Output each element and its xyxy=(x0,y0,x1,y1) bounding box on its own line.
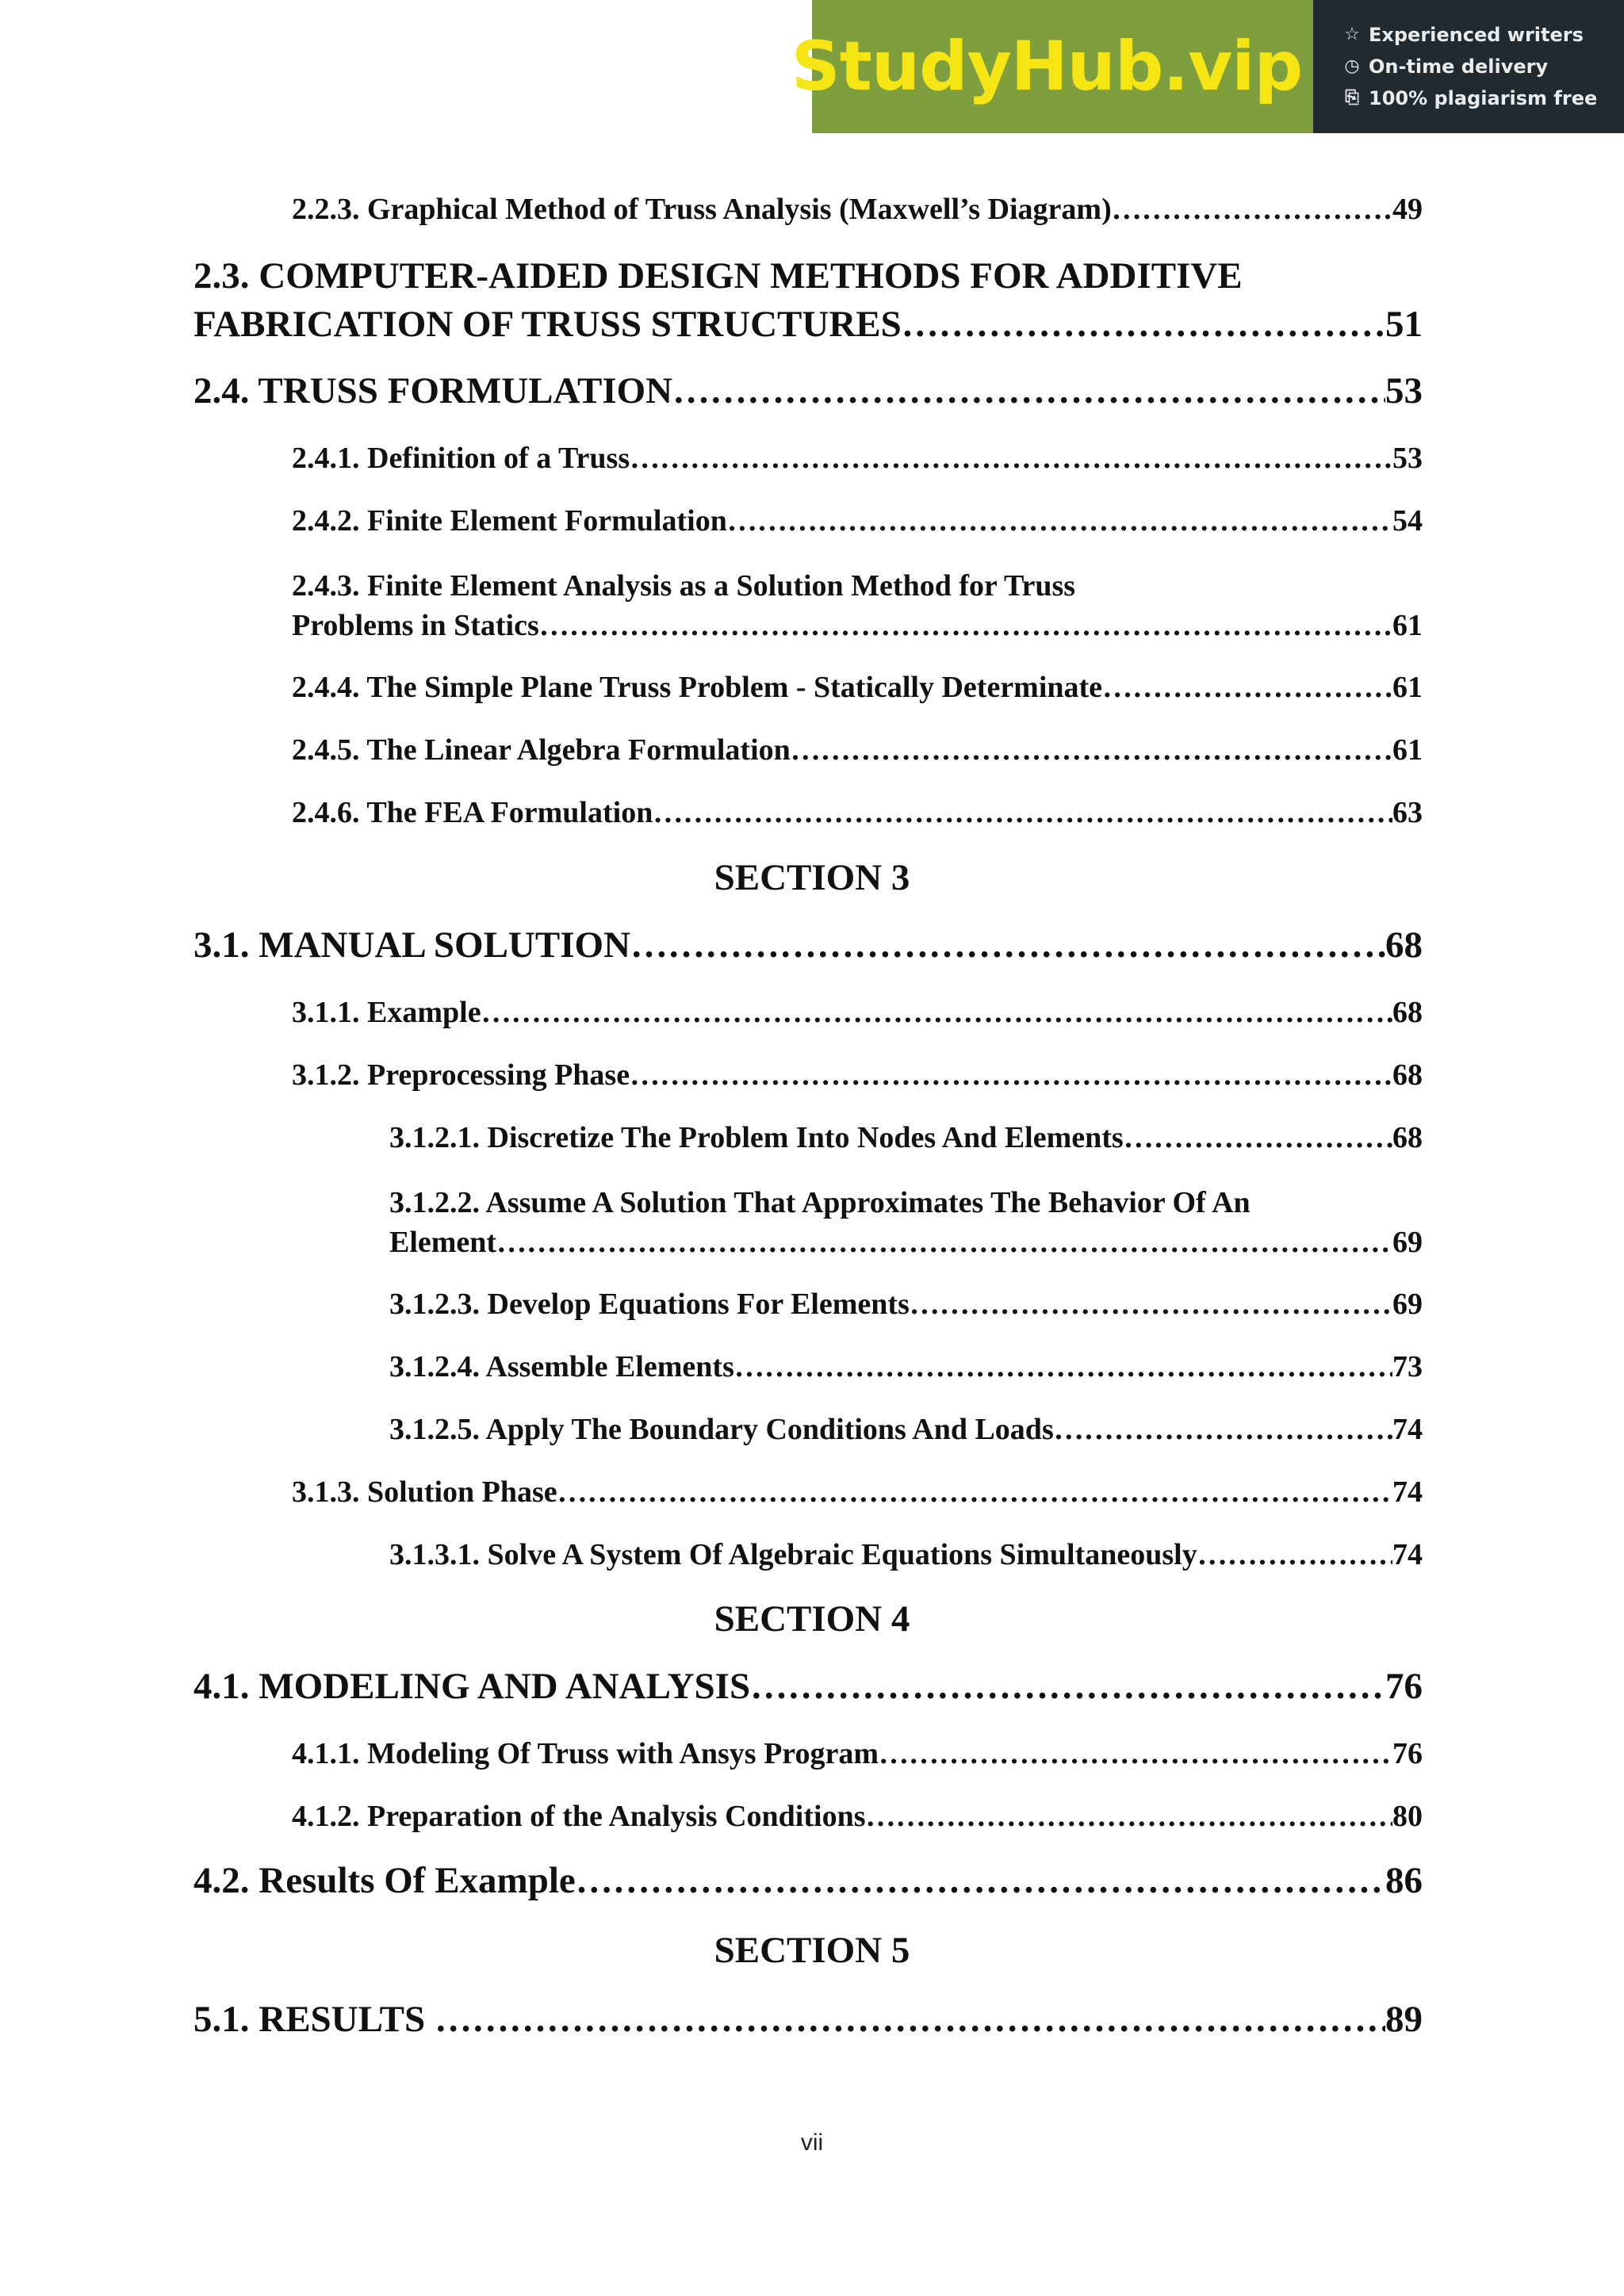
toc-entry-2-4-1[interactable] xyxy=(292,441,1423,476)
toc-page: 73 xyxy=(1392,1350,1423,1383)
toc-leader-dots xyxy=(630,441,1392,476)
toc-page: 51 xyxy=(1385,304,1423,345)
toc-title: 2.4.6. The FEA Formulation xyxy=(292,796,653,829)
toc-page: 69 xyxy=(1392,1288,1423,1321)
brand-panel xyxy=(791,0,1313,133)
toc-title-continued: Problems in Statics xyxy=(292,609,539,642)
toc-leader-dots xyxy=(539,606,1392,645)
feature-label: Experienced writers xyxy=(1369,24,1584,46)
toc-entry-3-1-2-1[interactable] xyxy=(389,1120,1423,1155)
toc-title: 4.2. Results Of Example xyxy=(193,1860,576,1901)
toc-page: 76 xyxy=(1385,1666,1423,1707)
toc-leader-dots xyxy=(630,924,1385,966)
toc-title: 2.3. COMPUTER-AIDED DESIGN METHODS FOR ADDITIVE xyxy=(193,255,1243,297)
toc-page: 89 xyxy=(1385,1999,1423,2040)
toc-title: 2.4.3. Finite Element Analysis as a Solution Method for Truss xyxy=(292,569,1076,603)
toc-page: 68 xyxy=(1392,996,1423,1029)
toc-page: 53 xyxy=(1392,442,1423,475)
toc-leader-dots xyxy=(1112,192,1392,227)
toc-page: 69 xyxy=(1392,1226,1423,1259)
studyhub-banner[interactable] xyxy=(791,0,1624,133)
toc-entry-4-1-1[interactable] xyxy=(292,1736,1423,1771)
toc-entry-5-1[interactable] xyxy=(193,1998,1423,2041)
toc-page: 49 xyxy=(1392,193,1423,226)
toc-entry-2-4-3[interactable] xyxy=(292,566,1423,645)
toc-page: 63 xyxy=(1392,796,1423,829)
toc-entry-3-1[interactable] xyxy=(193,924,1423,966)
toc-title: 3.1.2.4. Assemble Elements xyxy=(389,1350,734,1383)
toc-title: 2.2.3. Graphical Method of Truss Analysis (Maxwell’s Diagram) xyxy=(292,193,1112,226)
toc-leader-dots xyxy=(865,1799,1392,1834)
section-heading-4: SECTION 4 xyxy=(714,1598,910,1640)
toc-entry-4-1-2[interactable] xyxy=(292,1799,1423,1834)
toc-leader-dots xyxy=(496,1223,1392,1262)
toc-page: 76 xyxy=(1392,1737,1423,1770)
toc-title: 3.1.3. Solution Phase xyxy=(292,1475,557,1509)
toc-page: 74 xyxy=(1392,1538,1423,1571)
feature-experienced-writers xyxy=(1342,21,1624,48)
toc-entry-3-1-3-1[interactable] xyxy=(389,1537,1423,1572)
toc-title: 3.1. MANUAL SOLUTION xyxy=(193,924,631,966)
toc-title: 3.1.2.3. Develop Equations For Elements xyxy=(389,1288,910,1321)
feature-label: On-time delivery xyxy=(1369,55,1549,78)
toc-entry-3-1-3[interactable] xyxy=(292,1475,1423,1510)
feature-label: 100% plagiarism free xyxy=(1369,87,1598,109)
toc-title: 4.1.2. Preparation of the Analysis Conditions xyxy=(292,1800,866,1833)
document-check-icon: ⎘ xyxy=(1345,88,1359,108)
toc-leader-dots xyxy=(910,1287,1392,1322)
toc-leader-dots xyxy=(750,1665,1385,1708)
toc-page: 68 xyxy=(1392,1121,1423,1154)
toc-entry-3-1-2-2[interactable] xyxy=(389,1183,1423,1262)
toc-leader-dots xyxy=(791,733,1392,767)
toc-leader-dots xyxy=(630,1058,1392,1093)
toc-entry-4-2[interactable] xyxy=(193,1859,1423,1902)
toc-title-continued: Element xyxy=(389,1226,497,1259)
feature-plagiarism-free xyxy=(1342,85,1624,112)
toc-entry-2-4-2[interactable] xyxy=(292,503,1423,538)
section-heading-3: SECTION 3 xyxy=(714,857,910,898)
toc-title: 2.4.4. The Simple Plane Truss Problem - Statically Determinate xyxy=(292,671,1103,704)
toc-title: 4.1.1. Modeling Of Truss with Ansys Program xyxy=(292,1737,879,1770)
toc-page: 74 xyxy=(1392,1413,1423,1446)
toc-leader-dots xyxy=(1054,1412,1392,1447)
toc-entry-2-3[interactable] xyxy=(193,252,1423,349)
toc-page: 68 xyxy=(1392,1058,1423,1092)
toc-page: 53 xyxy=(1385,370,1423,411)
toc-page: 86 xyxy=(1385,1860,1423,1901)
toc-title: 3.1.2.2. Assume A Solution That Approximates The Behavior Of An xyxy=(389,1186,1251,1219)
toc-title: 3.1.2.1. Discretize The Problem Into Nodes And Elements xyxy=(389,1121,1124,1154)
section-heading-5: SECTION 5 xyxy=(714,1930,910,1971)
toc-leader-dots xyxy=(653,795,1392,830)
toc-title: 3.1.2. Preprocessing Phase xyxy=(292,1058,630,1092)
toc-page: 61 xyxy=(1392,609,1423,642)
feature-on-time-delivery xyxy=(1342,53,1624,80)
toc-title: 4.1. MODELING AND ANALYSIS xyxy=(193,1666,751,1707)
toc-entry-3-1-2-3[interactable] xyxy=(389,1287,1423,1322)
toc-leader-dots xyxy=(902,300,1385,349)
toc-title: 2.4.2. Finite Element Formulation xyxy=(292,504,727,538)
toc-page: 74 xyxy=(1392,1475,1423,1509)
page-number: vii xyxy=(800,2130,824,2156)
toc-page: 54 xyxy=(1392,504,1423,538)
toc-title: 3.1.1. Example xyxy=(292,996,481,1029)
toc-leader-dots xyxy=(1102,670,1392,705)
toc-leader-dots xyxy=(879,1736,1392,1771)
toc-leader-dots xyxy=(557,1475,1392,1510)
toc-entry-2-4[interactable] xyxy=(193,369,1423,412)
toc-page: 80 xyxy=(1392,1800,1423,1833)
toc-page: 61 xyxy=(1392,733,1423,767)
toc-title: 2.4.1. Definition of a Truss xyxy=(292,442,630,475)
toc-entry-3-1-2-4[interactable] xyxy=(389,1349,1423,1384)
toc-leader-dots xyxy=(734,1349,1392,1384)
toc-title: 3.1.3.1. Solve A System Of Algebraic Equations Simultaneously xyxy=(389,1538,1197,1571)
toc-entry-2-4-5[interactable] xyxy=(292,733,1423,767)
toc-title: 3.1.2.5. Apply The Boundary Conditions And Loads xyxy=(389,1413,1054,1446)
toc-entry-2-4-6[interactable] xyxy=(292,795,1423,830)
toc-entry-2-2-3[interactable] xyxy=(292,192,1423,227)
toc-entry-3-1-2[interactable] xyxy=(292,1058,1423,1093)
toc-entry-4-1[interactable] xyxy=(193,1665,1423,1708)
toc-leader-dots xyxy=(576,1859,1385,1902)
toc-page: 61 xyxy=(1392,671,1423,704)
toc-title: 2.4.5. The Linear Algebra Formulation xyxy=(292,733,791,767)
feature-list xyxy=(1313,0,1624,133)
toc-leader-dots xyxy=(425,1998,1385,2041)
toc-entry-3-1-2-5[interactable] xyxy=(389,1412,1423,1447)
toc-leader-dots xyxy=(481,995,1392,1030)
star-icon: ☆ xyxy=(1344,25,1360,44)
toc-title-continued: FABRICATION OF TRUSS STRUCTURES xyxy=(193,304,902,345)
clock-icon: ◷ xyxy=(1344,56,1360,76)
toc-leader-dots xyxy=(727,503,1392,538)
toc-leader-dots xyxy=(1124,1120,1392,1155)
studyhub-logo: StudyHub.vip xyxy=(791,27,1303,106)
toc-page: 68 xyxy=(1385,924,1423,966)
toc-entry-3-1-1[interactable] xyxy=(292,995,1423,1030)
toc-title: 5.1. RESULTS xyxy=(193,1999,426,2040)
toc-entry-2-4-4[interactable] xyxy=(292,670,1423,705)
toc-title: 2.4. TRUSS FORMULATION xyxy=(193,370,673,411)
toc-leader-dots xyxy=(1197,1537,1392,1572)
toc-leader-dots xyxy=(672,369,1385,412)
